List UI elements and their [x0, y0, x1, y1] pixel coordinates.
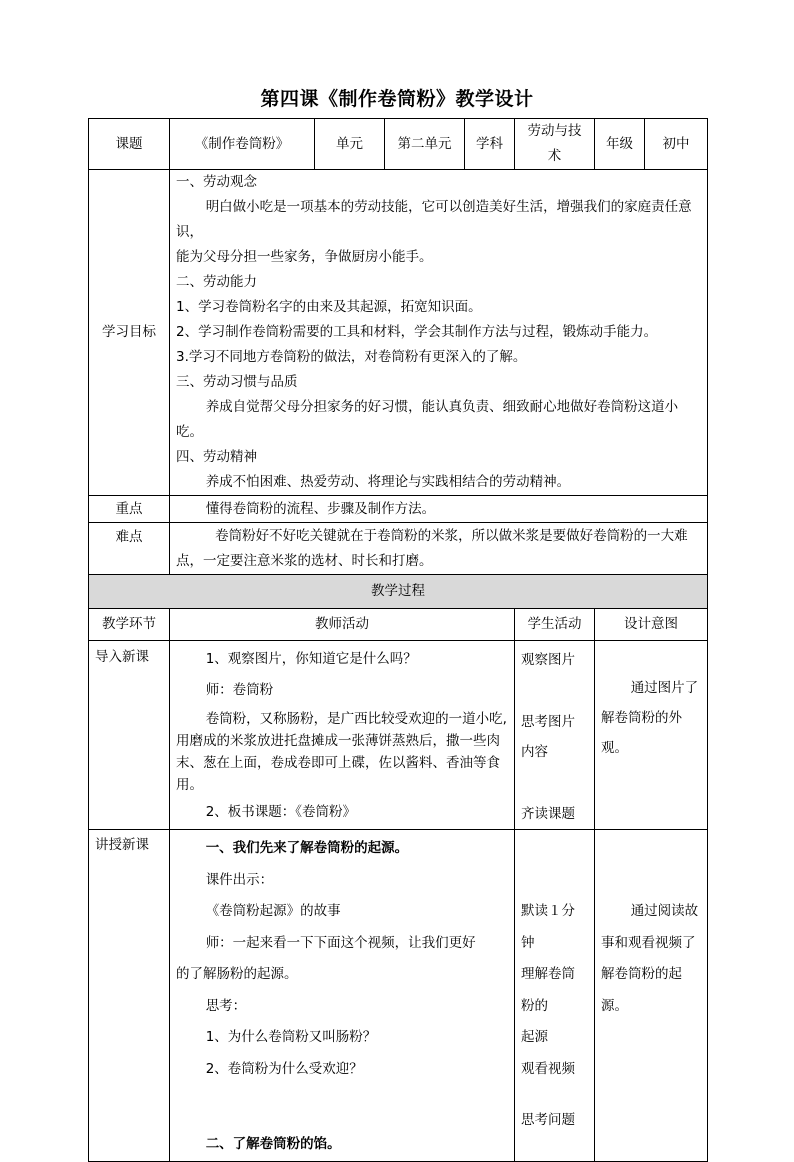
- unit-label: 单元: [315, 119, 385, 170]
- teach-teacher-line: 课件出示：: [205, 871, 274, 888]
- key-point-row: [89, 496, 708, 523]
- intro-student-line: 观察图片: [521, 652, 575, 668]
- objectives-line: 四、劳动精神: [176, 449, 257, 465]
- intro-intent-line: 解卷筒粉的外观。: [601, 710, 682, 756]
- teach-intent-line: 事和观看视频了: [601, 934, 696, 951]
- intro-student-line: 齐读课题: [521, 806, 575, 822]
- difficulty-line: 点，一定要注意米浆的选材、时长和打磨。: [176, 552, 433, 569]
- subject-label: 学科: [465, 119, 515, 170]
- intro-intent: [595, 641, 708, 830]
- spacer: [521, 767, 588, 799]
- intro-student-line: 思考图片内容: [521, 714, 575, 760]
- process-header-row: [89, 575, 708, 609]
- objectives-line: 3.学习不同地方卷筒粉的做法，对卷筒粉有更深入的了解。: [176, 349, 527, 365]
- teach-teacher-line: 思考：: [205, 997, 247, 1014]
- objectives-line: 二、劳动能力: [176, 274, 257, 290]
- teach-teacher-line: 《卷筒粉起源》的故事: [205, 903, 341, 919]
- spacer: [521, 675, 588, 707]
- unit-value: 第二单元: [385, 119, 465, 170]
- page-title: 第四课《制作卷筒粉》教学设计: [260, 88, 534, 110]
- column-header: 学生活动: [515, 609, 595, 641]
- teach-teacher-line: 1、为什么卷筒粉又叫肠粉？: [205, 1029, 377, 1045]
- grade-value: 初中: [645, 119, 708, 170]
- objectives-line: 三、劳动习惯与品质: [176, 374, 298, 390]
- course-label: 课题: [89, 119, 170, 170]
- process-columns-row: [89, 609, 708, 641]
- teach-intent-line: 通过阅读故: [630, 903, 699, 919]
- difficulty-row: [89, 523, 708, 575]
- lesson-plan-table: [88, 118, 708, 1162]
- teach-student-line: 理解卷筒粉的: [521, 966, 575, 1014]
- key-point-text: 懂得卷筒粉的流程、步骤及制作方法。: [170, 496, 708, 523]
- intro-teacher-line: 卷筒粉，又称肠粉，是广西比较受欢迎的一道小吃,用磨成的米浆放进托盘摊成一张薄饼蒸熟后，撒一些肉末、葱在上面，卷成卷即可上碟，佐以酱料、香油等食用。: [176, 711, 507, 793]
- teach-teacher: [170, 830, 515, 1162]
- intro-teacher-line: 1、观察图片，你知道它是什么吗？: [205, 651, 417, 667]
- intro-teacher: [170, 641, 515, 830]
- teach-student-line: 起源: [521, 1029, 548, 1045]
- intro-intent-line: 通过图片了: [630, 680, 699, 696]
- teach-stage: 讲授新课: [89, 830, 170, 1162]
- teach-teacher-line: 2、卷筒粉为什么受欢迎？: [205, 1060, 363, 1077]
- objectives-line: 养成不怕困难、热爱劳动、将理论与实践相结合的劳动精神。: [205, 474, 571, 490]
- teach-student-line: 默读１分钟: [521, 903, 575, 951]
- course-value: 《制作卷筒粉》: [170, 119, 315, 170]
- subject-value: 劳动与技术: [515, 119, 595, 170]
- teach-student: [515, 830, 595, 1162]
- objectives-row: [89, 170, 708, 496]
- teach-teacher-line: 师：一起来看一下下面这个视频，让我们更好: [205, 934, 476, 951]
- objectives-label: 学习目标: [89, 170, 170, 496]
- spacer: [176, 1085, 508, 1129]
- teach-teacher-line: 一、我们先来了解卷筒粉的起源。: [205, 840, 409, 856]
- difficulty-label: 难点: [89, 523, 170, 575]
- objectives-line: 一、劳动观念: [176, 174, 257, 190]
- teach-teacher-line: 的了解肠粉的起源。: [176, 966, 298, 982]
- intro-stage: 导入新课: [89, 641, 170, 830]
- objectives-content: [170, 170, 708, 496]
- grade-label: 年级: [595, 119, 645, 170]
- teach-intent-line: 解卷筒粉的起源。: [601, 966, 682, 1014]
- intro-row: [89, 641, 708, 830]
- teach-student-line: 观看视频: [521, 1060, 575, 1077]
- column-header: 教师活动: [170, 609, 515, 641]
- objectives-line: 能为父母分担一些家务，争做厨房小能手。: [176, 249, 433, 265]
- difficulty-content: [170, 523, 708, 575]
- intro-teacher-line: 师：卷筒粉: [205, 682, 274, 698]
- intro-student: [515, 641, 595, 830]
- intro-teacher-line: 2、板书课题：《卷筒粉》: [205, 804, 357, 820]
- teach-intent: [595, 830, 708, 1162]
- teach-teacher-line: 二、了解卷筒粉的馅。: [205, 1136, 341, 1152]
- teach-row: [89, 830, 708, 1162]
- column-header: 教学环节: [89, 609, 170, 641]
- spacer: [521, 1085, 588, 1105]
- objectives-line: 2、学习制作卷筒粉需要的工具和材料，学会其制作方法与过程，锻炼动手能力。: [176, 324, 658, 340]
- difficulty-line: 卷筒粉好不好吃关键就在于卷筒粉的米浆，所以做米浆是要做好卷筒粉的一大难: [215, 527, 688, 544]
- objectives-line: 明白做小吃是一项基本的劳动技能，它可以创造美好生活，增强我们的家庭责任意识，: [176, 199, 692, 240]
- objectives-line: 养成自觉帮父母分担家务的好习惯，能认真负责、细致耐心地做好卷筒粉这道小吃。: [176, 399, 679, 440]
- teach-student-line: 思考问题: [521, 1112, 575, 1128]
- column-header: 设计意图: [595, 609, 708, 641]
- key-point-label: 重点: [89, 496, 170, 523]
- objectives-line: 1、学习卷筒粉名字的由来及其起源，拓宽知识面。: [176, 299, 482, 315]
- process-header: 教学过程: [89, 575, 708, 609]
- header-row: [89, 119, 708, 170]
